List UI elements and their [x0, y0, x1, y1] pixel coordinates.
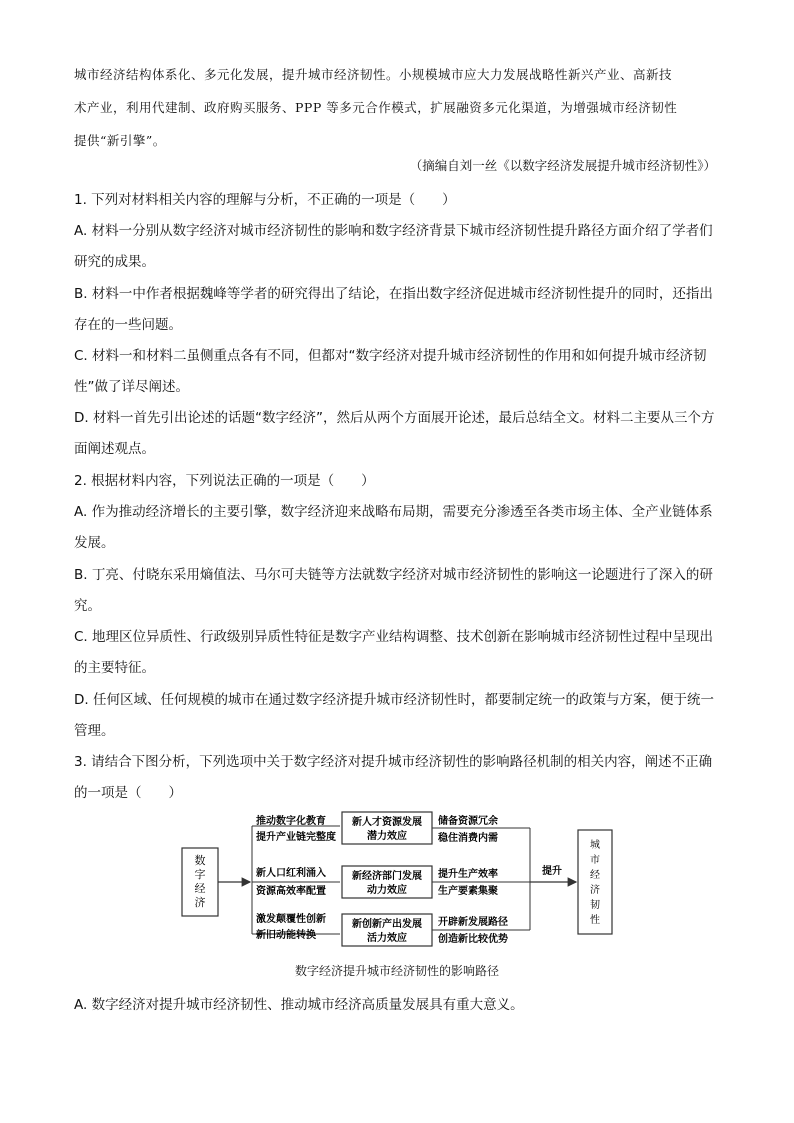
- impact-path-diagram: [180, 810, 620, 950]
- question-2-option-d: D. 任何区域、任何规模的城市在通过数字经济提升城市经济韧性时，都要制定统一的政策与方案，便于统一管理。: [74, 692, 714, 739]
- diagram-caption: 数字经济提升城市经济韧性的影响路径: [294, 964, 499, 978]
- output-1-line-1: 储备资源冗余: [438, 816, 498, 827]
- intro-line-2: 术产业，利用代建制、政府购买服务、PPP 等多元合作模式，扩展融资多元化渠道，为增强城市经济韧性: [74, 100, 678, 115]
- right-box-char-5: 韧: [590, 900, 600, 911]
- effect-3-line-1: 新创新产出发展: [352, 919, 422, 930]
- right-box-char-4: 济: [590, 885, 600, 896]
- output-2-line-2: 生产要素集聚: [438, 886, 498, 897]
- right-box-char-6: 性: [590, 915, 600, 926]
- effect-2-line-1: 新经济部门发展: [352, 871, 422, 882]
- effect-1-line-1: 新人才资源发展: [352, 817, 422, 828]
- source-citation: （摘编自刘一丝《以数字经济发展提升城市经济韧性》）: [409, 158, 716, 173]
- effect-2-line-2: 动力效应: [367, 885, 407, 896]
- input-1-line-2: 提升产业链完整度: [256, 832, 336, 843]
- question-2-option-c: C. 地理区位异质性、行政级别异质性特征是数字产业结构调整、技术创新在影响城市经济韧性过程中呈现出的主要特征。: [74, 629, 714, 676]
- output-2-line-1: 提升生产效率: [438, 869, 498, 880]
- question-3-option-a: A. 数字经济对提升城市经济韧性、推动城市经济高质量发展具有重大意义。: [74, 997, 524, 1013]
- input-3-line-1: 激发颠覆性创新: [256, 914, 326, 925]
- question-2-option-b: B. 丁亮、付晓东采用熵值法、马尔可夫链等方法就数字经济对城市经济韧性的影响这一论题进行了深入的研究。: [74, 567, 713, 614]
- output-3-line-2: 创造新比较优势: [438, 934, 508, 945]
- question-2-option-a: A. 作为推动经济增长的主要引擎，数字经济迎来战略布局期，需要充分渗透至各类市场主体、全产业链体系发展。: [74, 504, 713, 551]
- question-1-stem: 1. 下列对材料相关内容的理解与分析，不正确的一项是（ ）: [74, 192, 456, 208]
- effect-1-line-2: 潜力效应: [367, 831, 407, 842]
- output-3-line-1: 开辟新发展路径: [438, 917, 508, 928]
- right-box-char-3: 经: [590, 870, 600, 881]
- input-1-line-1: 推动数字化教育: [256, 816, 326, 827]
- input-2-line-1: 新人口红利涌入: [256, 868, 326, 879]
- effect-3-line-2: 活力效应: [367, 933, 407, 944]
- right-box-char-2: 市: [590, 855, 600, 866]
- question-1-option-b: B. 材料一中作者根据魏峰等学者的研究得出了结论，在指出数字经济促进城市经济韧性提升的同时，还指出存在的一些问题。: [74, 286, 713, 333]
- output-1-line-2: 稳住消费内需: [438, 833, 498, 844]
- question-1-option-c: C. 材料一和材料二虽侧重点各有不同，但都对“数字经济对提升城市经济韧性的作用和如何提升城市经济韧性”做了详尽阐述。: [74, 348, 707, 395]
- left-box-char-3: 经: [194, 882, 206, 895]
- right-box-char-1: 城: [590, 840, 600, 851]
- intro-line-1: 城市经济结构体系化、多元化发展，提升城市经济韧性。小规模城市应大力发展战略性新兴产业、高新技: [74, 67, 673, 82]
- left-box-char-4: 济: [194, 896, 206, 909]
- question-2-stem: 2. 根据材料内容，下列说法正确的一项是（ ）: [74, 473, 375, 489]
- left-box-char-2: 字: [194, 868, 206, 881]
- question-3-stem: 3. 请结合下图分析，下列选项中关于数字经济对提升城市经济韧性的影响路径机制的相关内容，阐述不正确的一项是（ ）: [74, 754, 713, 801]
- input-2-line-2: 资源高效率配置: [256, 886, 326, 897]
- question-1-option-d: D. 材料一首先引出论述的话题“数字经济”，然后从两个方面展开论述，最后总结全文。材料二主要从三个方面阐述观点。: [74, 410, 715, 457]
- input-3-line-2: 新旧动能转换: [256, 930, 316, 941]
- question-1-option-a: A. 材料一分别从数字经济对城市经济韧性的影响和数字经济背景下城市经济韧性提升路径方面介绍了学者们研究的成果。: [74, 223, 713, 270]
- arrow-label: 提升: [542, 866, 562, 877]
- left-box-char-1: 数: [194, 854, 206, 867]
- intro-line-3: 提供“新引擎”。: [74, 133, 166, 148]
